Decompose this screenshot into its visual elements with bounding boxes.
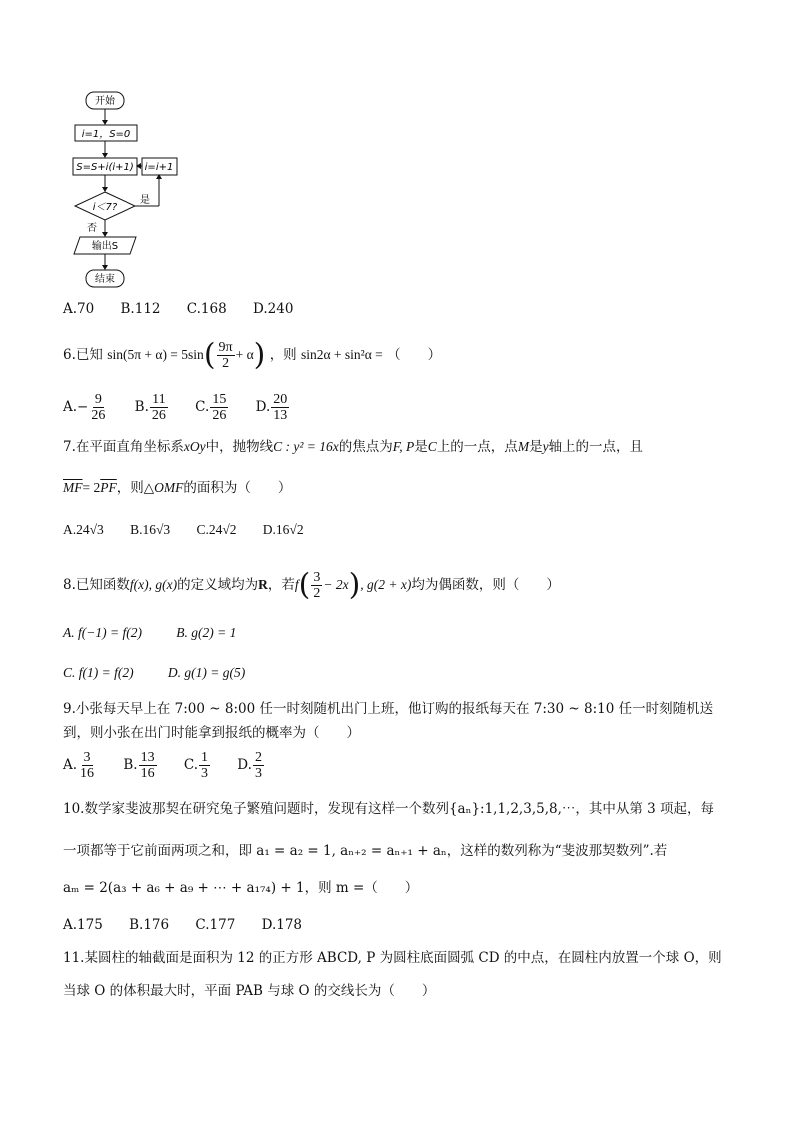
flow-init-label: i=1，S=0 — [81, 129, 131, 140]
q9-options — [63, 750, 287, 781]
q6-options — [63, 392, 312, 423]
q7-option-a: A.24√3 — [63, 522, 104, 537]
q10-options — [63, 916, 324, 934]
flow-start-label: 开始 — [95, 96, 115, 107]
q6-expr: sin2α + sin²α = — [300, 347, 383, 362]
q6-option-a: A.− $\frac{9}{26}$ — [63, 392, 106, 423]
flow-update-i-label: i=i+1 — [144, 162, 174, 173]
q6-blank: （ ） — [387, 347, 442, 363]
q6-option-d: D. $\frac{20}{13}$ — [255, 392, 288, 423]
q8-options-row-1 — [63, 624, 236, 642]
flow-output-label: 输出S — [91, 241, 119, 252]
q11-line-1: 11.某圆柱的轴截面是面积为 12 的正方形 ABCD, P 为圆柱底面圆弧 CD 的中点，在圆柱内放置一个球 O，则 — [63, 950, 722, 966]
q7-option-c: C.24√2 — [196, 522, 237, 537]
q10-option-c: C.177 — [195, 917, 236, 933]
q5-options — [63, 300, 315, 318]
q6-equation-left: sin(5π + α) = 5sin — [107, 347, 204, 362]
q9-line-2: 到，则小张在出门时能拿到报纸的概率为（ ） — [63, 725, 360, 741]
flow-condition-label: i＜7? — [92, 202, 118, 213]
q6-frac: $\frac{9\pi}{2}$ — [218, 340, 233, 371]
q10-option-a: A.175 — [63, 917, 103, 933]
q7-line-1: 7.在平面直角坐标系xOy中，抛物线C : y² = 16x的焦点为F, P是C上的一点，点M是y轴上的一点，且 — [63, 439, 644, 455]
q8-option-b: B. g(2) = 1 — [176, 625, 237, 640]
q6-middle: ，则 — [269, 347, 297, 363]
q6-option-c: C. $\frac{15}{26}$ — [195, 392, 227, 423]
q8-option-c: C. f(1) = f(2) — [63, 665, 134, 680]
flow-no-label: 否 — [87, 223, 97, 234]
q9-option-d: D. $\frac{2}{3}$ — [237, 750, 262, 781]
q6-equation-tail: + α — [235, 347, 254, 362]
flow-update-s-label: S=S+i(i+1) — [76, 162, 134, 173]
q9-option-b: B. $\frac{13}{16}$ — [123, 750, 155, 781]
q10-line-2: 一项都等于它前面两项之和，即 a₁ = a₂ = 1, aₙ₊₂ = aₙ₊₁ + aₙ，这样的数列称为“斐波那契数列”.若 — [63, 843, 668, 859]
flowchart — [60, 88, 180, 293]
q7-option-d: D.16√2 — [262, 522, 304, 537]
flow-end-label: 结束 — [95, 274, 115, 285]
q10-option-b: B.176 — [129, 917, 170, 933]
q8-option-a: A. f(−1) = f(2) — [63, 625, 142, 640]
q6-option-b: B. $\frac{11}{26}$ — [134, 392, 166, 423]
q9-line-1: 9.小张每天早上在 7:00 ~ 8:00 任一时刻随机出门上班，他订购的报纸每天在 7:30 ~ 8:10 任一时刻随机送 — [63, 701, 714, 717]
q10-line-3: aₘ = 2(a₃ + a₆ + a₉ + ⋯ + a₁₇₄) + 1，则 m =（ ） — [63, 880, 419, 896]
q7-line-2: $\overline{MF}= 2\overline{PF}$，则△OMF的面积为（ ） — [63, 480, 292, 496]
q9-option-c: C. $\frac{1}{3}$ — [183, 750, 208, 781]
q10-line-1: 10.数学家斐波那契在研究兔子繁殖问题时，发现有这样一个数列{aₙ}:1,1,2,3,5,8,⋯，其中从第 3 项起，每 — [63, 801, 715, 817]
q8-option-d: D. g(1) = g(5) — [167, 665, 246, 680]
q6-stem: 6.已知 sin(5π + α) = 5sin( $\frac{9\pi}{2}$ + α) ，则 sin2α + sin²α = （ ） — [63, 337, 442, 373]
q10-option-d: D.178 — [261, 917, 303, 933]
q11-line-2: 当球 O 的体积最大时，平面 PAB 与球 O 的交线长为（ ） — [63, 983, 436, 999]
q6-prefix: 6.已知 — [63, 347, 103, 363]
q9-option-a: A. $\frac{3}{16}$ — [63, 750, 95, 781]
q5-option-c: C.168 — [186, 301, 227, 317]
q8-line-1: 8.已知函数f(x), g(x)的定义域均为R，若f( $\frac{3}{2}$ − 2x), g(2 + x)均为偶函数，则（ ） — [63, 567, 560, 603]
q5-option-d: D.240 — [253, 301, 294, 317]
q8-options-row-2 — [63, 664, 245, 682]
q7-options — [63, 521, 326, 539]
q7-option-b: B.16√3 — [130, 522, 171, 537]
q5-option-b: B.112 — [120, 301, 161, 317]
q5-option-a: A.70 — [63, 301, 95, 317]
flow-yes-label: 是 — [140, 195, 150, 206]
